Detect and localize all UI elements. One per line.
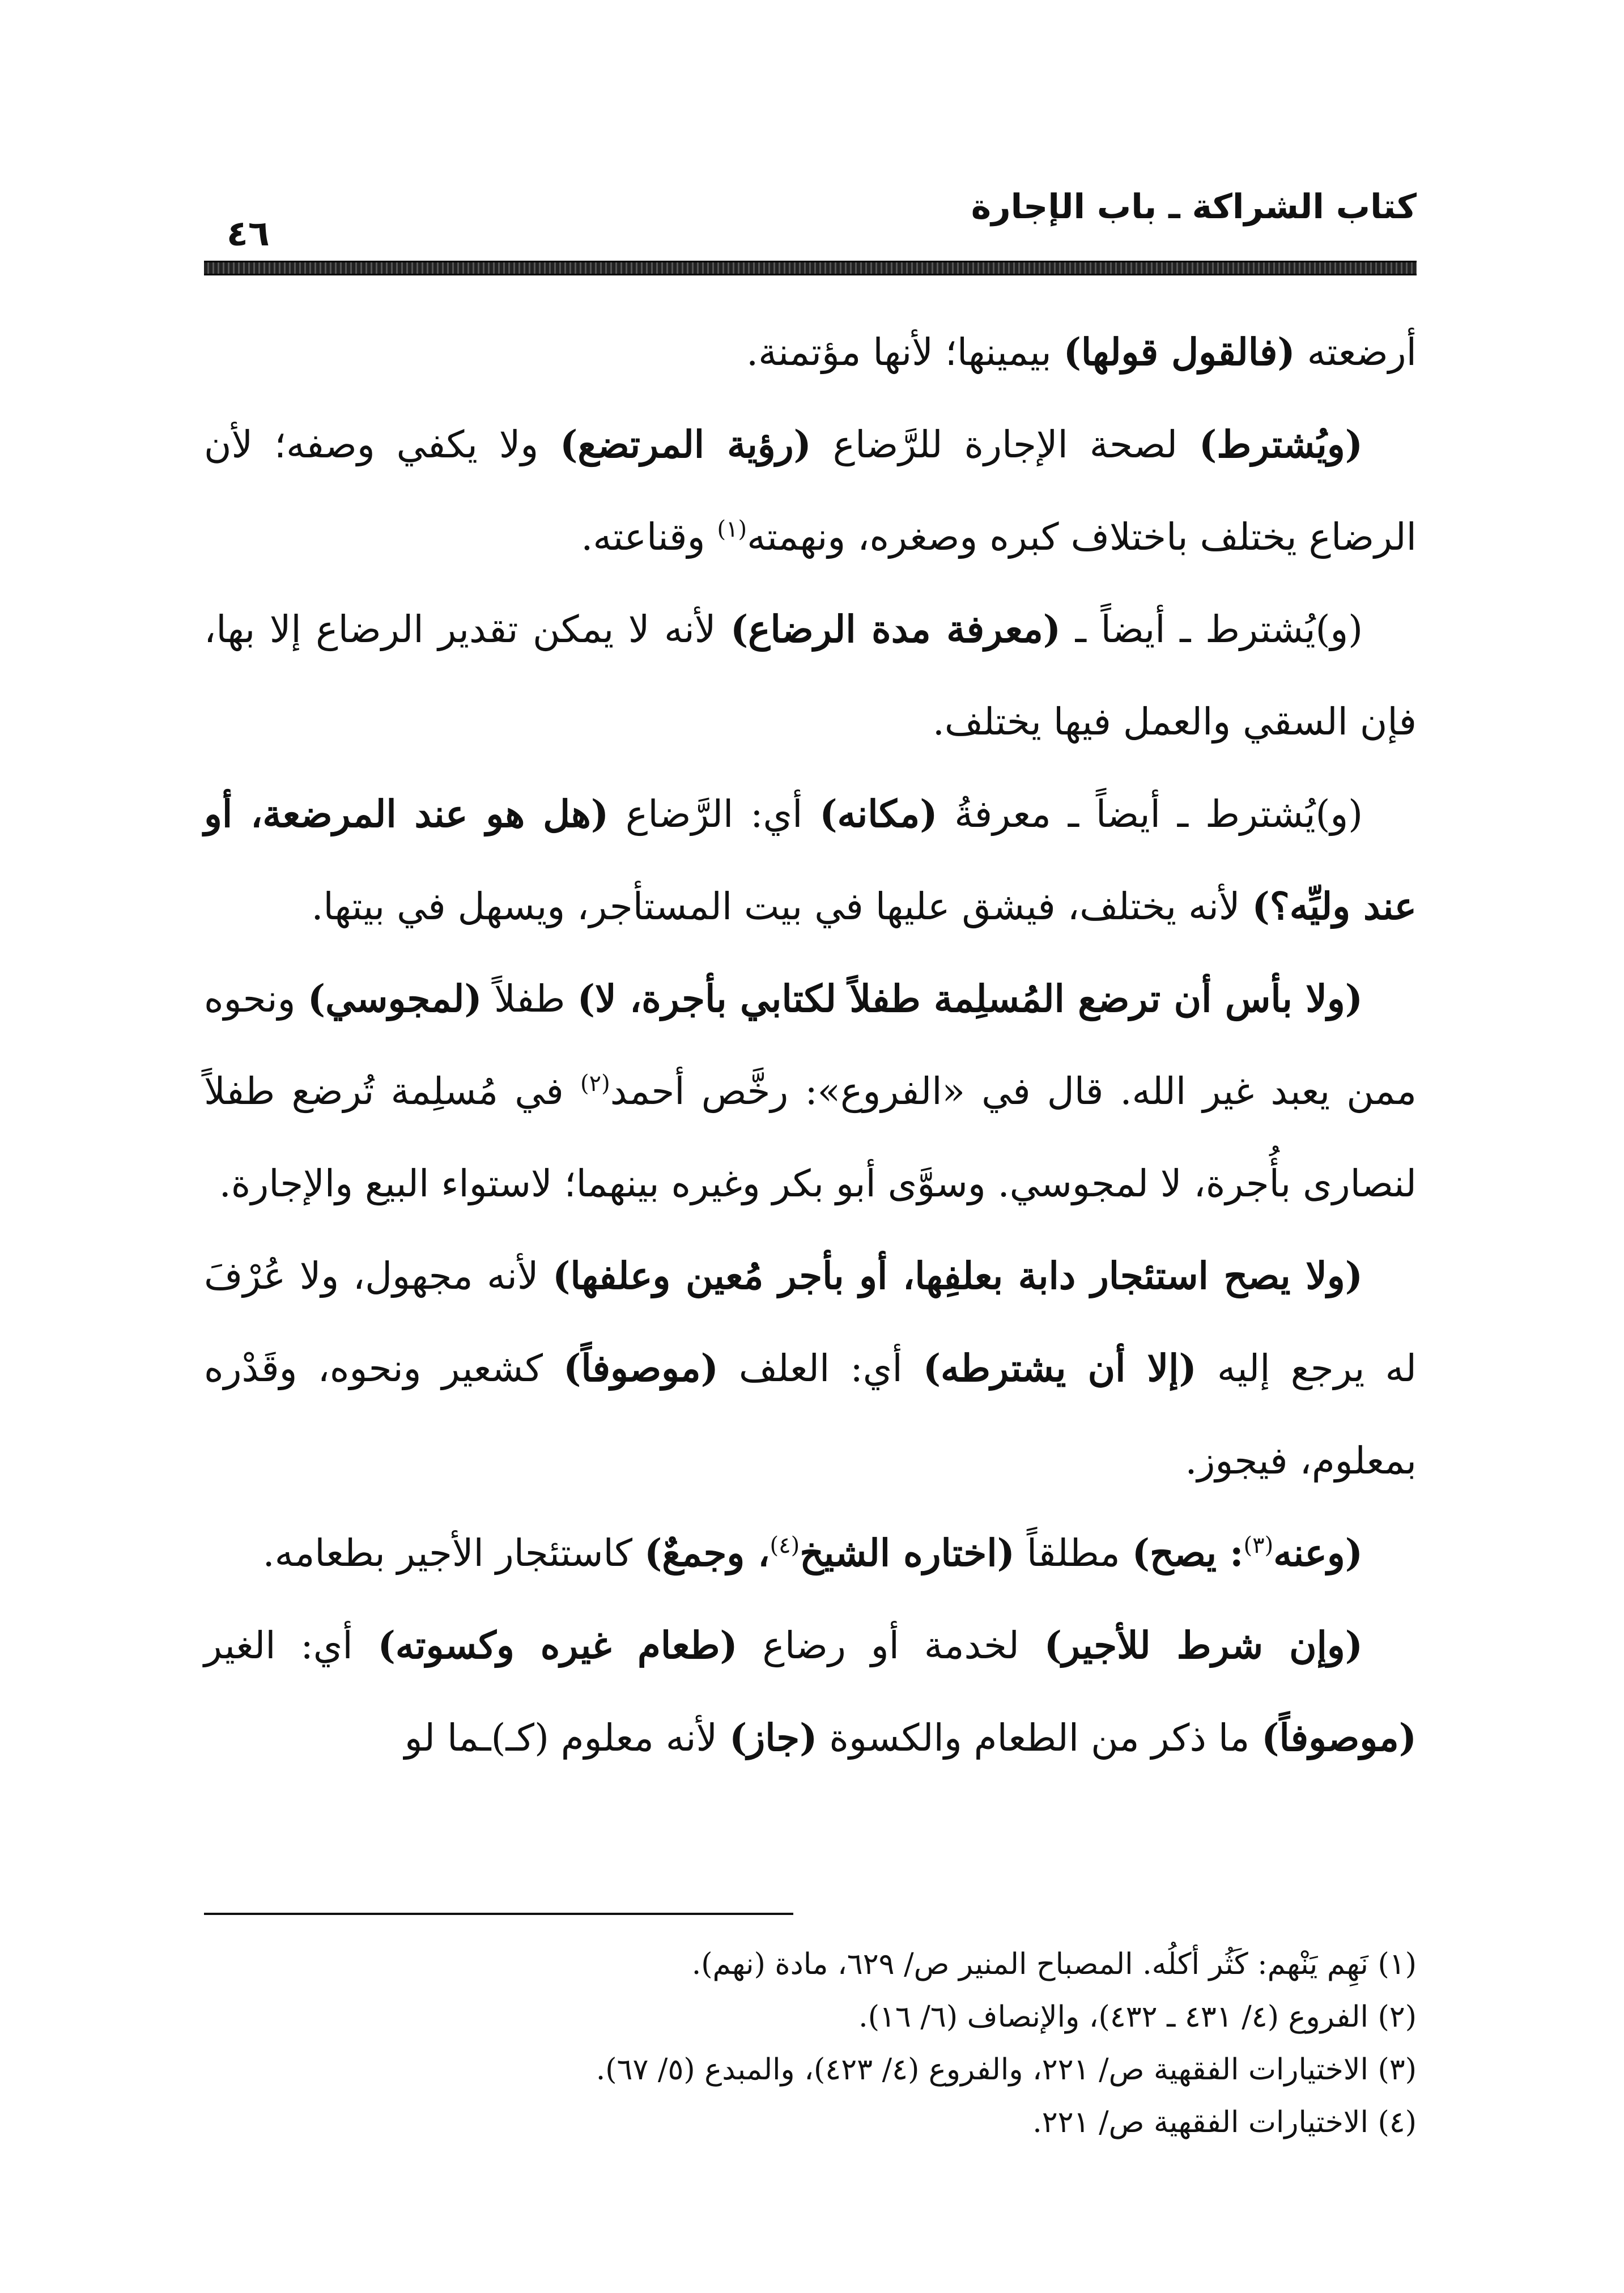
text-span: وقناعته.	[581, 515, 717, 559]
matn-text: (لمجوسي)	[307, 976, 482, 1021]
text-span: (و)يُشترط ـ أيضاً ـ معرفةُ	[937, 792, 1363, 836]
text-span: (و)يُشترط ـ أيضاً ـ	[1061, 608, 1363, 651]
paragraph-2	[204, 398, 1417, 583]
text-span: طفلاً	[482, 977, 577, 1021]
footnote-1: (١) نَهِم يَنْهم: كَثُر أكلُه. المصباح المنير ص/ ٦٢٩، مادة (نهم).	[691, 1947, 1417, 1981]
text-span: ونحوه ممن يعبد غير الله. قال في «الفروع»: رخَّص أحمد	[204, 977, 1417, 1113]
matn-text: (جاز)	[729, 1715, 818, 1760]
matn-text: ، وجمعٌ)	[644, 1531, 770, 1575]
running-title: كتاب الشراكة ـ باب الإجارة	[971, 187, 1417, 227]
matn-text: (ولا يصح استئجار دابة بعلفِها، أو بأجر مُعين وعلفها)	[552, 1254, 1363, 1298]
matn-text: (ولا بأس أن ترضع المُسلِمة طفلاً لكتابي بأجرة، لا)	[577, 976, 1363, 1021]
matn-text: (فالقول قولها)	[1063, 330, 1295, 374]
matn-text: (هل هو عند المرضعة، أو عند وليِّه؟)	[204, 792, 1417, 928]
text-span: بيمينها؛ لأنها مؤتمنة.	[746, 330, 1064, 374]
text-span: لأنه يختلف، فيشق عليها في بيت المستأجر، ويسهل في بيتها.	[311, 885, 1252, 928]
paragraph-3	[204, 583, 1417, 768]
book-page	[204, 164, 1417, 2205]
matn-text: (مكانه)	[819, 792, 938, 836]
text-span: أي: الغير	[204, 1624, 378, 1667]
footnote-2: (٢) الفروع (٤/ ٤٣١ ـ ٤٣٢)، والإنصاف (٦/ ١٦).	[858, 2000, 1417, 2034]
matn-text: (ويُشترط)	[1199, 422, 1363, 466]
matn-text: (رؤية المرتضع)	[560, 422, 811, 466]
text-span: أرضعته	[1295, 330, 1417, 374]
matn-text: (معرفة مدة الرضاع)	[730, 607, 1061, 651]
main-text	[204, 306, 1417, 1784]
paragraph-7	[204, 1507, 1417, 1599]
footnote-ref-1[interactable]: (١)	[717, 516, 747, 542]
footnote-ref-2[interactable]: (٢)	[580, 1071, 610, 1097]
page-number: ٤٦	[227, 213, 270, 254]
header-rule	[204, 261, 1417, 275]
footnotes	[204, 1938, 1417, 2149]
paragraph-1	[204, 306, 1417, 398]
text-span: لأنه معلوم (كـ)ـما لو	[404, 1716, 730, 1760]
matn-text: (وإن شرط للأجير)	[1044, 1623, 1363, 1667]
matn-text: (إلا أن يشترطه)	[922, 1346, 1197, 1390]
paragraph-4	[204, 768, 1417, 953]
footnote-ref-3[interactable]: (٣)	[1243, 1532, 1274, 1559]
footnote-4: (٤) الاختيارات الفقهية ص/ ٢٢١.	[1032, 2105, 1417, 2139]
matn-text: (طعام غيره وكسوته)	[377, 1623, 738, 1667]
text-span: ولا يكفي وصفه؛ لأن الرضاع يختلف باختلاف كبره وصغره، ونهمته	[204, 423, 1417, 559]
footnote-3: (٣) الاختيارات الفقهية ص/ ٢٢١، والفروع (٤/ ٤٢٣)، والمبدع (٥/ ٦٧).	[596, 2053, 1417, 2087]
matn-text: (وعنه	[1273, 1531, 1363, 1575]
footnote-divider	[204, 1913, 793, 1915]
text-span: ما ذكر من الطعام والكسوة	[817, 1716, 1262, 1760]
matn-text: (موصوفاً)	[1261, 1715, 1417, 1760]
matn-text: : يصح)	[1132, 1531, 1244, 1575]
text-span: لخدمة أو رضاع	[737, 1624, 1044, 1667]
text-span: مطلقاً	[1014, 1531, 1132, 1575]
matn-text: (اختاره الشيخ	[800, 1531, 1015, 1575]
text-span: لصحة الإجارة للرَّضاع	[811, 423, 1200, 466]
text-span: كاستئجار الأجير بطعامه.	[262, 1531, 645, 1575]
text-span: أي: العلف	[718, 1347, 923, 1390]
paragraph-5	[204, 953, 1417, 1230]
matn-text: (موصوفاً)	[563, 1346, 719, 1390]
paragraph-6	[204, 1230, 1417, 1507]
text-span: كشعير ونحوه، وقَدْره بمعلوم، فيجوز.	[204, 1347, 1417, 1483]
text-span: لأنه لا يمكن تقدير الرضاع إلا بها، فإن السقي والعمل فيها يختلف.	[204, 608, 1417, 744]
paragraph-8	[204, 1599, 1417, 1784]
footnote-ref-4[interactable]: (٤)	[770, 1532, 800, 1559]
text-span: أي: الرَّضاع	[609, 792, 820, 836]
text-span: لأنه مجهول، ولا عُرْفَ له يرجع إليه	[204, 1254, 1417, 1390]
text-span: في مُسلِمة تُرضع طفلاً لنصارى بأُجرة، لا لمجوسي. وسوَّى أبو بكر وغيره بينهما؛ لاستواء البيع والإجارة.	[204, 1069, 1417, 1205]
page-header	[204, 164, 1417, 278]
